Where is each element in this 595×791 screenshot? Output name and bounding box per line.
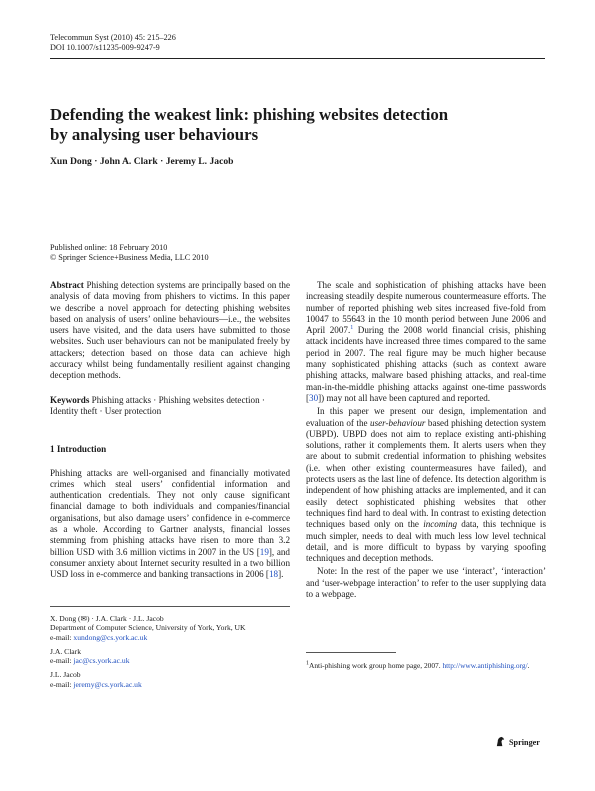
intro-paragraph <box>50 468 290 581</box>
author-list: Xun Dong · John A. Clark · Jeremy L. Jacob <box>50 156 234 167</box>
keywords-text: Phishing attacks · Phishing websites detection · Identity theft · User protection <box>50 394 265 416</box>
springer-horse-icon <box>495 736 506 749</box>
email-line <box>50 680 290 689</box>
email-label: e-mail: <box>50 632 74 642</box>
doi-line: DOI 10.1007/s11235-009-9247-9 <box>50 43 160 52</box>
affiliation-dept: Department of Computer Science, University of York, York, UK <box>50 623 246 633</box>
abstract-label: Abstract <box>50 280 84 290</box>
copyright-line: © Springer Science+Business Media, LLC 2010 <box>50 253 209 262</box>
affiliation-names: X. Dong (✉) · J.A. Clark · J.L. Jacob <box>50 614 164 623</box>
citation-link-19[interactable]: 19 <box>259 546 269 557</box>
footnote-rule <box>306 652 396 653</box>
keywords-label: Keywords <box>50 394 90 405</box>
footnote-number: 1 <box>306 660 309 667</box>
email-line <box>50 656 290 665</box>
keywords <box>50 395 290 418</box>
footnote-text: . <box>527 661 530 670</box>
emphasis-text: incoming <box>423 519 458 530</box>
affiliation-name: J.A. Clark <box>50 646 82 656</box>
footnote <box>306 661 546 672</box>
email-label: e-mail: <box>50 679 74 689</box>
footnote-marker[interactable]: 1 <box>350 325 354 332</box>
published-online: Published online: 18 February 2010 <box>50 243 168 252</box>
right-column <box>306 280 546 600</box>
body-text: In this paper we present our design, implementation and evaluation of the <box>306 406 546 428</box>
citation-link-18[interactable]: 18 <box>268 569 279 580</box>
body-text: based phishing detection system (UBPD). UBPD does not aim to replace existing anti-phishing solutions, rather it complements them. It alerts users when they are about to submit credential information to phishing websites (i.e. when other existing countermeasures have failed), and protects users as the last line of defence. Its detection algorithm is independent of how phishing attacks are implemented, and it can easily detect sophisticated phishing websites that other techniques find hard to deal with. In contrast to existing detection techniques based only on the <box>306 417 546 530</box>
header-rule <box>50 58 545 59</box>
left-column <box>50 280 290 581</box>
section-heading: 1 Introduction <box>50 444 107 455</box>
email-link[interactable]: jeremy@cs.york.ac.uk <box>73 679 142 689</box>
footnote-text: Anti-phishing work group home page, 2007. <box>309 661 443 670</box>
email-link[interactable]: xundong@cs.york.ac.uk <box>73 632 148 642</box>
body-paragraph <box>306 280 546 404</box>
paper-title <box>50 105 510 145</box>
emphasis-text: user-behaviour <box>370 417 426 428</box>
affiliations <box>50 614 290 689</box>
intro-text: ], and consumer anxiety about Internet security resulted in a two billion USD loss in e-commerce and banking transactions in 2006 [ <box>50 546 290 580</box>
intro-text: ]. <box>278 569 284 580</box>
publication-info <box>50 243 209 263</box>
publisher-name: Springer <box>509 738 540 747</box>
journal-line: Telecommun Syst (2010) 45: 215–226 <box>50 33 176 42</box>
body-paragraph: Note: In the rest of the paper we use ‘interact’, ‘interaction’ and ‘user-webpage interaction’ to refer to the user supplying data to a webpage. <box>306 566 546 600</box>
title-line-1: Defending the weakest link: phishing websites detection <box>50 105 449 124</box>
email-link[interactable]: jac@cs.york.ac.uk <box>73 656 130 666</box>
affiliation-name: J.L. Jacob <box>50 670 81 680</box>
body-text: The scale and sophistication of phishing attacks have been increasing steadily despite numerous countermeasure efforts. The number of reported phishing web sites increased five-fold from 10047 to 55643 in the 10 month period between June 2006 and April 2007. <box>306 280 546 336</box>
body-paragraph <box>306 406 546 564</box>
email-label: e-mail: <box>50 656 74 666</box>
footnote-url[interactable]: http://www.antiphishing.org/ <box>442 661 528 670</box>
abstract-text: Phishing detection systems are principally based on the analysis of data moving from phishers to victims. In this paper we describe a novel approach for detecting phishing websites based on analysis of users’ online behaviours—i.e., the websites users have visited, and the data users have submitted to those websites. Such user behaviours can not be manipulated freely by attackers; detection based on those data can achieve high accuracy whilst being fundamentally resilient against changing deception methods. <box>50 280 290 381</box>
body-text: ]) may not all have been captured and reported. <box>318 392 491 403</box>
abstract <box>50 280 290 382</box>
title-line-2: by analysing user behaviours <box>50 125 259 144</box>
intro-text: Phishing attacks are well-organised and financially motivated crimes which steal users’ confidential information and authentication credentials. They not only cause significant financial damage to both individuals and companies/financial organisations, but also damage users’ confidence in e-commerce as a whole. According to Gartner analysts, financial losses stemming from phishing attacks have risen to more than 3.2 billion USD with 3.6 million victims in 2007 in the US [ <box>50 467 290 557</box>
publisher-logo <box>495 736 540 749</box>
affiliation-rule <box>50 606 290 607</box>
body-text: data, this technique is much simpler, needs to deal with much less low level technical detail, and is more difficult to bypass by varying spoofing techniques and deception methods. <box>306 519 546 564</box>
journal-citation <box>50 33 176 53</box>
citation-link-30[interactable]: 30 <box>309 392 319 403</box>
email-line <box>50 633 290 642</box>
body-text: During the 2008 world financial crisis, phishing attack incidents have increased three times compared to the same period in 2007. The real figure may be much higher because many sophisticated phishing attacks (such as context aware phishing attacks, malware based phishing attacks, and real-time man-in-the-middle phishing attacks against one-time passwords [ <box>306 325 546 403</box>
